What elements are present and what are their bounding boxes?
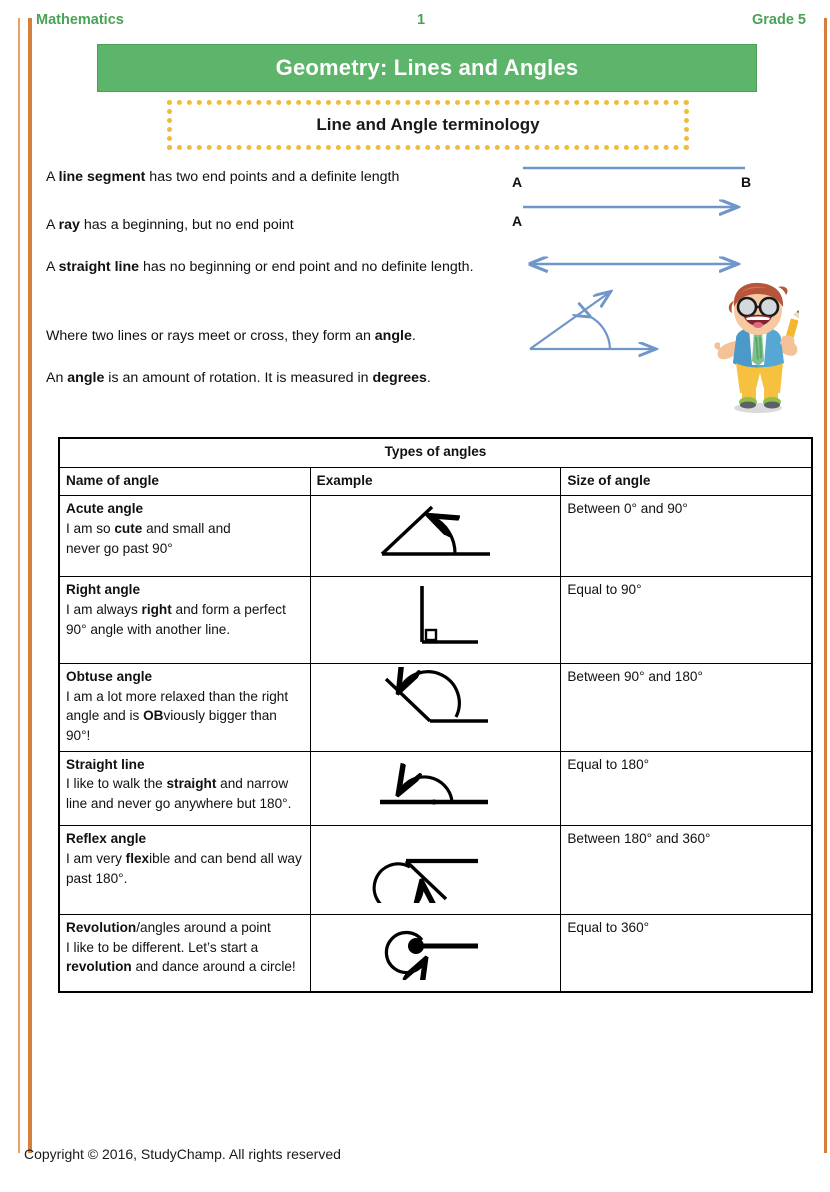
footer-copyright: Copyright © 2016, StudyChamp. All rights reserved xyxy=(24,1146,341,1162)
page-header xyxy=(36,12,806,28)
angle-name-right: Right angle I am always right and form a perfect 90° angle with another line. xyxy=(60,577,311,664)
table-row xyxy=(60,577,812,664)
table-row xyxy=(60,496,812,577)
reflex-angle-diagram xyxy=(360,829,510,903)
definition-line-segment: A line segment has two end points and a definite length xyxy=(46,169,400,185)
page-border-left-thin xyxy=(18,18,20,1153)
column-header-example: Example xyxy=(310,467,561,496)
table-row xyxy=(60,751,812,826)
angle-name-obtuse: Obtuse angle I am a lot more relaxed than the right angle and is OBviously bigger than 90°! xyxy=(60,663,311,751)
figure-label-segment-b: B xyxy=(741,174,752,190)
angle-name-straight: Straight line I like to walk the straight and narrow line and never go anywhere but 180°. xyxy=(60,751,311,826)
table-header-row xyxy=(60,467,812,496)
angle-name-revolution: Revolution/angles around a point I like to be different. Let’s start a revolution and dance around a circle! xyxy=(60,915,311,992)
acute-angle-diagram xyxy=(360,499,510,565)
angle-size-straight: Equal to 180° xyxy=(561,751,812,826)
angle-name-reflex: Reflex angle I am very flexible and can bend all way past 180°. xyxy=(60,826,311,915)
header-subject: Mathematics xyxy=(36,12,124,28)
angle-example-revolution xyxy=(310,915,561,992)
column-header-size: Size of angle xyxy=(561,467,812,496)
table-row xyxy=(60,915,812,992)
figure-angle xyxy=(530,292,655,349)
definition-ray: A ray has a beginning, but no end point xyxy=(46,217,294,233)
title-banner xyxy=(97,44,757,92)
table-title: Types of angles xyxy=(60,439,812,468)
definition-angle-formed: Where two lines or rays meet or cross, they form an angle. xyxy=(46,328,416,344)
right-angle-diagram xyxy=(360,580,510,652)
header-grade: Grade 5 xyxy=(752,12,806,28)
angle-example-reflex xyxy=(310,826,561,915)
table-row xyxy=(60,826,812,915)
angle-size-right: Equal to 90° xyxy=(561,577,812,664)
angle-example-obtuse xyxy=(310,663,561,751)
angle-example-acute xyxy=(310,496,561,577)
page-title: Geometry: Lines and Angles xyxy=(275,55,579,80)
mascot-illustration xyxy=(706,281,811,416)
subtitle-text: Line and Angle terminology xyxy=(316,115,540,134)
angle-name-acute: Acute angle I am so cute and small and never go past 90° xyxy=(60,496,311,577)
angle-size-obtuse: Between 90° and 180° xyxy=(561,663,812,751)
header-page-number: 1 xyxy=(416,12,426,28)
obtuse-angle-diagram xyxy=(360,667,510,733)
page-border-right xyxy=(824,18,827,1153)
straight-angle-diagram xyxy=(360,755,510,815)
angle-example-right xyxy=(310,577,561,664)
angle-size-acute: Between 0° and 90° xyxy=(561,496,812,577)
table-row xyxy=(60,663,812,751)
revolution-angle-diagram xyxy=(360,918,510,980)
subtitle-box xyxy=(167,100,689,150)
student-boy-icon xyxy=(706,281,811,416)
figure-label-ray-a: A xyxy=(512,213,523,229)
angle-example-straight xyxy=(310,751,561,826)
angle-size-revolution: Equal to 360° xyxy=(561,915,812,992)
column-header-name: Name of angle xyxy=(60,467,311,496)
figure-label-segment-a: A xyxy=(512,174,523,190)
definition-straight-line: A straight line has no beginning or end point and no definite length. xyxy=(46,259,474,275)
definition-angle-rotation: An angle is an amount of rotation. It is measured in degrees. xyxy=(46,370,431,386)
table-title-row xyxy=(60,439,812,468)
page-border-left-thick xyxy=(28,18,32,1153)
angle-size-reflex: Between 180° and 360° xyxy=(561,826,812,915)
types-of-angles-table xyxy=(58,437,813,993)
